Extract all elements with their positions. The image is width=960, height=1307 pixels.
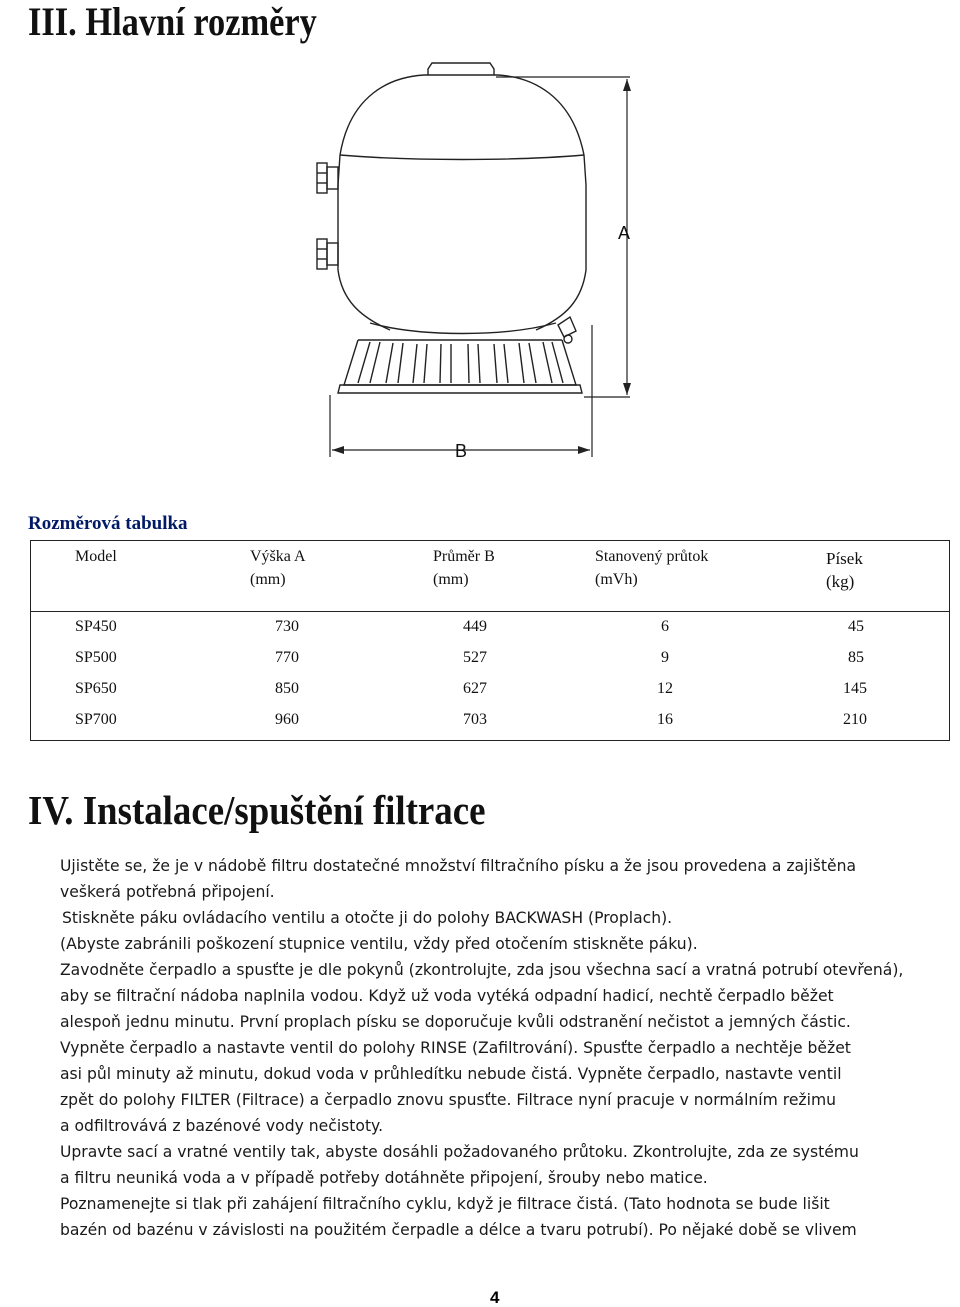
section-3-heading: III. Hlavní rozměry	[28, 0, 317, 44]
dimension-b-label: B	[455, 441, 468, 461]
header-divider	[31, 611, 949, 612]
table-cell: 16	[657, 711, 673, 728]
table-cell: 770	[275, 649, 299, 666]
paragraph-line: Zavodněte čerpadlo a spusťte je dle pokynů (zkontrolujte, zda jsou všechna sací a vratná potrubí otevřená),	[60, 961, 904, 979]
paragraph-line: a odfiltrovává z bazénové vody nečistoty.	[60, 1117, 384, 1135]
header-flow: Stanovený průtok (mVh)	[595, 548, 709, 588]
installation-instructions	[60, 853, 960, 1243]
page-number: 4	[490, 1288, 500, 1307]
paragraph-line: Poznamenejte si tlak při zahájení filtračního cyklu, když je filtrace čistá. (Tato hodnota se bude lišit	[60, 1195, 830, 1213]
table-cell: 145	[843, 680, 867, 697]
table-cell: 449	[463, 618, 487, 635]
table-cell: 960	[275, 711, 299, 728]
paragraph-line: zpět do polohy FILTER (Filtrace) a čerpadlo znovu spusťte. Filtrace nyní pracuje v normálním režimu	[60, 1091, 837, 1109]
header-model: Model	[75, 548, 117, 565]
sand-filter-diagram	[300, 55, 660, 465]
table-cell: 527	[463, 649, 487, 666]
table-cell: 9	[661, 649, 669, 666]
table-cell: SP450	[75, 618, 117, 635]
table-caption: Rozměrová tabulka	[28, 513, 188, 534]
header-diameter: Průměr B (mm)	[433, 548, 495, 588]
table-cell: 210	[843, 711, 867, 728]
table-cell: 6	[661, 618, 669, 635]
paragraph-line: Stiskněte páku ovládacího ventilu a otočte ji do polohy BACKWASH (Proplach).	[62, 909, 673, 927]
paragraph-line: aby se filtrační nádoba naplnila vodou. Když už voda vytéká odpadní hadicí, nechtě čerpadlo běžet	[60, 987, 834, 1005]
table-cell: SP700	[75, 711, 117, 728]
header-height: Výška A (mm)	[250, 548, 306, 588]
paragraph-line: Vypněte čerpadlo a nastavte ventil do polohy RINSE (Zafiltrování). Spusťte čerpadlo a nechtěje běžet	[60, 1039, 851, 1057]
paragraph-line: bazén od bazénu v závislosti na použitém čerpadle a délce a tvaru potrubí). Po nějaké době se vlivem	[60, 1221, 857, 1239]
table-cell: 627	[463, 680, 487, 697]
table-cell: SP650	[75, 680, 117, 697]
table-cell: SP500	[75, 649, 117, 666]
dimension-a-label: A	[618, 223, 631, 243]
dimension-table	[30, 540, 950, 741]
table-cell: 730	[275, 618, 299, 635]
table-cell: 45	[848, 618, 864, 635]
header-sand: Písek (kg)	[826, 549, 863, 591]
table-cell: 85	[848, 649, 864, 666]
paragraph-line: a filtru neuniká voda a v případě potřeby dotáhněte připojení, šrouby nebo matice.	[60, 1169, 708, 1187]
paragraph-line: Ujistěte se, že je v nádobě filtru dostatečné množství filtračního písku a že jsou provedena a zajištěna	[60, 857, 857, 875]
paragraph-line: (Abyste zabránili poškození stupnice ventilu, vždy před otočením stiskněte páku).	[60, 935, 698, 953]
paragraph-line: veškerá potřebná připojení.	[60, 883, 275, 901]
table-cell: 12	[657, 680, 673, 697]
paragraph-line: Upravte sací a vratné ventily tak, abyste dosáhli požadovaného průtoku. Zkontrolujte, zda ze systému	[60, 1143, 859, 1161]
paragraph-line: alespoň jednu minutu. První proplach písku se doporučuje kvůli odstranění nečistot a jemných částic.	[60, 1013, 851, 1031]
table-cell: 850	[275, 680, 299, 697]
section-4-heading: IV. Instalace/spuštění filtrace	[28, 787, 486, 833]
table-cell: 703	[463, 711, 487, 728]
paragraph-line: asi půl minuty až minutu, dokud voda v průhledítku nebude čistá. Vypněte čerpadlo, nastavte ventil	[60, 1065, 842, 1083]
